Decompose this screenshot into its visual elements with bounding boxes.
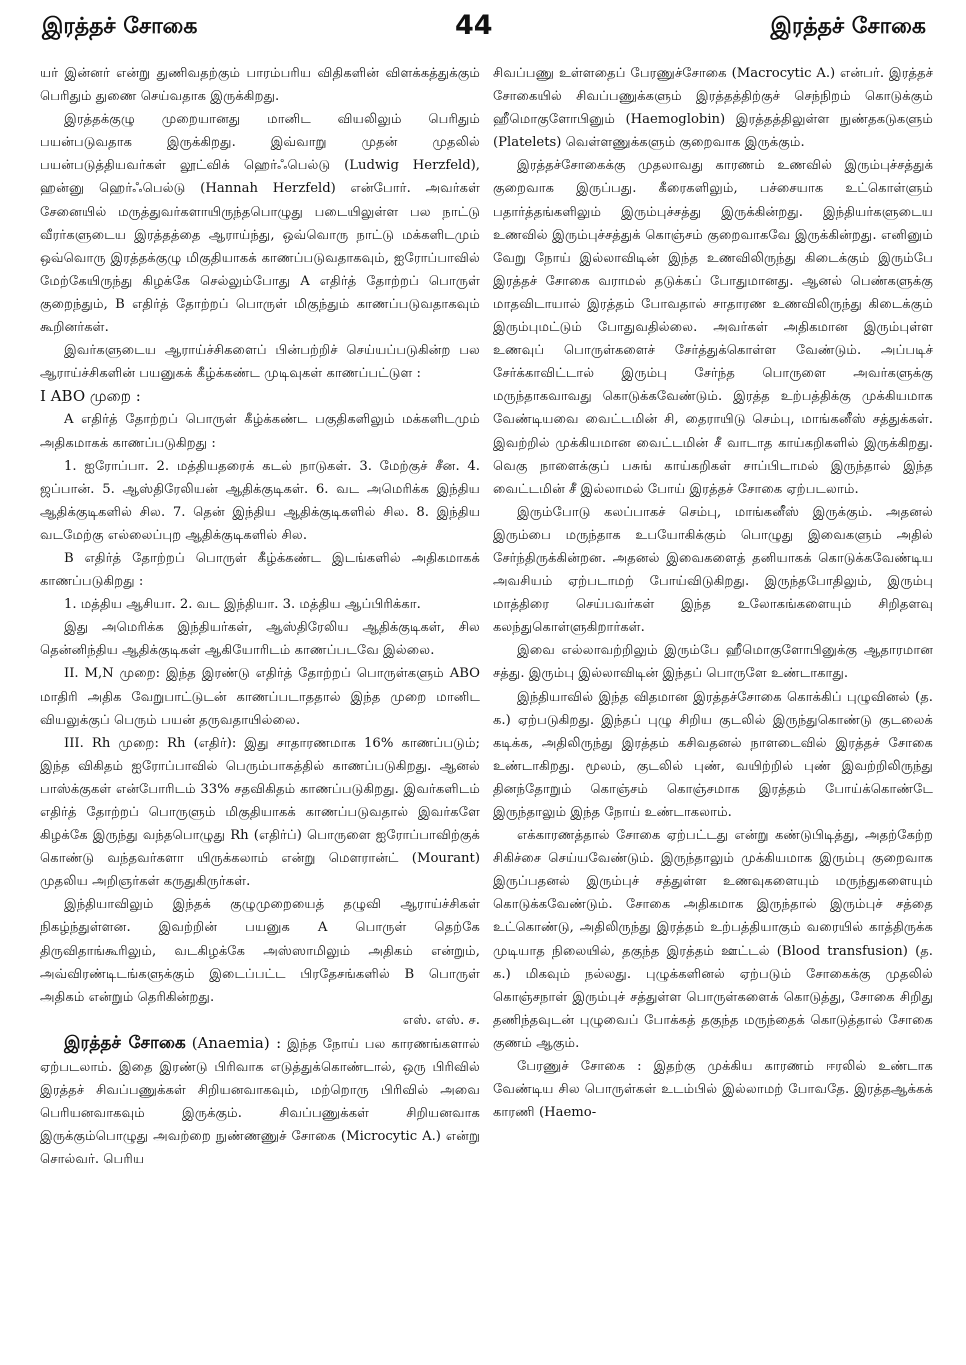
anaemia-english: (Anaemia) : bbox=[191, 1033, 282, 1052]
paragraph-hookworm: இந்தியாவில் இந்த விதமான இரத்தச்சோகை கொக்கிப் புழுவினல் (த. க.) ஏற்படுகிறது. இந்தப் புழு சிறிய குடலில் இருந்துகொண்டு குடலைக் கடிக்க, அதிலிருந்து இரத்தம் கசிவதனல் நாளடைவில் இரத்தச் சோகை உண்டாகிறது. மூலம், குடலில் புண், வயிற்றில் புண் இவற்றிலிருந்து தினந்தோறும் கொஞ்சம் கொஞ்சமாக இரத்தம் போய்க்கொண்டே இருந்தாலும் இந்த நோய் உண்டாகலாம். bbox=[493, 689, 933, 820]
abo-a-intro: A எதிர்த் தோற்றப் பொருள் கீழ்க்கண்ட பகுதிகளிலும் மக்களிடமும் அதிகமாகக் காணப்படுகிறது : bbox=[40, 412, 480, 451]
abo-a-list: 1. ஐரோப்பா. 2. மத்தியதரைக் கடல் நாடுகள். 3. மேற்குச் சீன. 4. ஜப்பான். 5. ஆஸ்திரேலியன் ஆதிக்குடிகள். 6. வட அமெரிக்க இந்திய ஆதிக்குடிகளில் சில. 7. தென் இந்திய ஆதிக்குடிகளில் சில. 8. இந்திய வடமேற்கு எல்லைப்புற ஆதிக்குடிகளில் சில. bbox=[40, 458, 480, 543]
paragraph-anthropology: இரத்தக்குழு முறையானது மானிட வியலிலும் பெரிதும் பயன்படுவதாக இருக்கிறது. இவ்வாறு முதன் முதலில் பயன்படுத்தியவர்கள் லூட்விக் ஹெர்ஃபெல்டு (Ludwig Herzfeld), ஹன்னு ஹெர்ஃபெல்டு (Hannah Herzfeld) என்போர். அவர்கள் சேனையில் மருத்துவர்களாயிருந்தபொழுது படையிலுள்ள பல நாட்டு வீரர்களுடைய இரத்தத்தை ஆராய்ந்து, ஒவ்வொரு நாட்டு மக்களிடமும் ஒவ்வொரு இரத்தக்குழு மிகுதியாகக் காணப்படுவதாகவும், ஐரோப்பாவில் மேற்கேயிருந்து கிழக்கே செல்லும்போது A எதிர்த் தோற்றப் பொருள் குறைந்தும், B எதிர்த் தோற்றப் பொருள் மிகுந்தும் காணப்படுவதாகவும் கூறினர்கள். bbox=[40, 112, 480, 336]
paragraph-continuation: யர் இன்னர் என்று துணிவதற்கும் பாரம்பரிய விதிகளின் விளக்கத்துக்கும் பெரிதும் துணை செய்வதாக இருக்கிறது. bbox=[40, 66, 480, 105]
paragraph-research: இவர்களுடைய ஆராய்ச்சிகளைப் பின்பற்றிச் செய்யப்படுகின்ற பல ஆராய்ச்சிகளின் பயனுகக் கீழ்க்கண்ட முடிவுகள் காணப்பட்டுள : bbox=[40, 343, 480, 382]
paragraph-pernicious: பேரணுச் சோகை : இதற்கு முக்கிய காரணம் ஈரலில் உண்டாக வேண்டிய சில பொருள்கள் உடம்பில் இல்லாமற் போவதே. இரத்தஆக்கக் காரணி (Haemo- bbox=[493, 1059, 933, 1121]
left-column bbox=[40, 62, 480, 1352]
anaemia-heading: இரத்தச் சோகை bbox=[64, 1032, 186, 1053]
running-title-right: இரத்தச் சோகை bbox=[770, 14, 926, 39]
anaemia-body: இந்த நோய் பல காரணங்களால் ஏற்படலாம். இதை இரண்டு பிரிவாக எடுத்துக்கொண்டால், ஒரு பிரிவில் இரத்தச் சிவப்பணுக்கள் சிறியனவாகவும், மற்றொரு பிரிவில் அவை பெரியனவாகவும் இருக்கும். சிவப்பணுக்கள் சிறியனவாக இருக்கும்பொழுது அவற்றை நுண்ணணுச் சோகை (Microcytic A.) என்று சொல்வர். பெரிய bbox=[40, 1036, 480, 1168]
page-number: 44 bbox=[455, 10, 493, 41]
paragraph-iron-cause: இரத்தச்சோகைக்கு முதலாவது காரணம் உணவில் இரும்புச்சத்துக் குறைவாக இருப்பது. கீரைகளிலும், பச்சையாக உட்கொள்ளும் பதார்த்தங்களிலும் இரும்புச்சத்து இருக்கின்றது. இந்தியர்களுடைய உணவில் இரும்புச்சத்துக் கொஞ்சம் குறைவாகவே இருக்கின்றது. எனினும் வேறு நோய் இல்லாவிடின் இந்த உணவிலிருந்து கிடைக்கும் இரும்பே இரத்தச் சோகை வராமல் தடுக்கப் போதுமானது. ஆனல் பெண்களுக்கு மாதவிடாயால் இரத்தம் போவதால் சாதாரண உணவிலிருந்து கிடைக்கும் இரும்புமட்டும் போதுவதில்லை. அவர்கள் அதிகமான இரும்புள்ள உணவுப் பொருள்களைச் சேர்த்துக்கொள்ள வேண்டும். அப்படிச் சேர்க்காவிட்டால் இரும்பு சேர்ந்த பொருளை அவர்களுக்கு மருந்தாகவாவது கொடுக்கவேண்டும். இரத்த உற்பத்திக்கு முக்கியமாக வேண்டியவை வைட்டமின் சி, தைராயிடு செம்பு, மாங்கனீஸ் சத்துக்கள். இவற்றில் முக்கியமான வைட்டமின் சீ வாடாத காய்கறிகளில் இருக்கிறது. வெகு நாளைக்குப் பசுங் காய்கறிகள் சாப்பிடாமல் இருந்தால் இந்த வைட்டமின் சீ இல்லாமல் போய் இரத்தச் சோகை ஏற்படலாம். bbox=[493, 158, 933, 497]
abo-b-intro: B எதிர்த் தோற்றப் பொருள் கீழ்க்கண்ட இடங்களில் அதிகமாகக் காணப்படுகிறது : bbox=[40, 550, 480, 590]
paragraph-treatment: எக்காரணத்தால் சோகை ஏற்பட்டது என்று கண்டுபிடித்து, அதற்கேற்ற சிகிச்சை செய்யவேண்டும். இருந்தாலும் முக்கியமாக இரும்பு குறைவாக இருப்பதனல் இரும்புச் சத்துள்ள உணவுகளையும் மருந்துகளையும் கொடுக்கவேண்டும். சோகை அதிகமாக இருந்தால் இரும்புச் சத்தை உட்கொண்டு, அதிலிருந்து இரத்தம் உற்பத்தியாகும் வரையில் காத்திருக்க முடியாத நிலையில், தகுந்த இரத்தம் ஊட்டல் (Blood transfusion) (த. க.) மிகவும் நல்லது. புழுக்களினல் ஏற்படும் சோகைக்கு முதலில் கொஞ்சநாள் இரும்புச் சத்துள்ள பொருள்களைக் கொடுத்து, சோகை சிறிது தணிந்தவுடன் புழுவைப் போக்கத் தகுந்த மருந்தைக் கொடுத்தால் சோகை குணம் ஆகும். bbox=[493, 828, 933, 1051]
anaemia-entry bbox=[40, 1032, 480, 1172]
running-title-left: இரத்தச் சோகை bbox=[42, 14, 198, 39]
rh-section: III. Rh முறை: Rh (எதிர்): இது சாதாரணமாக 16% காணப்படும்; இந்த விகிதம் ஐரோப்பாவில் பெரும்பாகத்தில் காணப்படுகிறது. ஆனல் பாஸ்க்குகள் என்போரிடம் 33% சதவிகிதம் காணப்படுகிறது. இவர்களிடம் எதிர்த் தோற்றப் பொருளும் மிகுதியாகக் காணப்படுவதால் இவர்களே கிழக்கே இருந்து வந்தபொழுது Rh (எதிர்ப்) பொருளை ஐரோப்பாவிற்குக் கொண்டு வந்தவர்களா யிருக்கலாம் என்று மௌரான்ட் (Mourant) முதலிய அறிஞர்கள் கருதுகிருர்கள். bbox=[40, 735, 480, 890]
author-signature: எஸ். எஸ். ச. bbox=[402, 1012, 480, 1028]
right-column bbox=[493, 62, 933, 1352]
page-header bbox=[0, 0, 966, 56]
paragraph-india: இந்தியாவிலும் இந்தக் குழுமுறையைத் தழுவி ஆராய்ச்சிகள் நிகழ்ந்துள்ளன. இவற்றின் பயனுக A பொருள் தெற்கே திருவிதாங்கூரிலும், வடகிழக்கே அஸ்ஸாமிலும் அதிகம் என்றும், அவ்விரண்டிடங்களுக்கும் இடைப்பட்ட பிரதேசங்களில் B பொருள் அதிகம் என்றும் தெரிகின்றது. bbox=[40, 897, 480, 1005]
abo-note: இது அமெரிக்க இந்தியர்கள், ஆஸ்திரேலிய ஆதிக்குடிகள், சில தென்னிந்திய ஆதிக்குடிகள் ஆகியோரிடம் காணப்படவே இல்லை. bbox=[40, 620, 480, 659]
abo-b-list: 1. மத்திய ஆசியா. 2. வட இந்தியா. 3. மத்திய ஆப்பிரிக்கா. bbox=[64, 597, 421, 613]
abo-section-title: I ABO முறை : bbox=[40, 387, 141, 406]
mn-section: II. M,N முறை: இந்த இரண்டு எதிர்த் தோற்றப் பொருள்களும் ABO மாதிரி அதிக வேறுபாட்டுடன் காணப்படாததால் இந்த முறை மானிட வியலுக்குப் பெரும் பயன் தருவதாயில்லை. bbox=[40, 666, 480, 728]
paragraph-macrocytic: சிவப்பணு உள்ளதைப் பேரணுச்சோகை (Macrocytic A.) என்பர். இரத்தச் சோகையில் சிவப்பணுக்களும் இரத்தத்திற்குச் செந்நிறம் கொடுக்கும் ஹீமொகுளோபினும் (Haemoglobin) இரத்தத்திலுள்ள நுண்தகடுகளும் (Platelets) வெள்ளணுக்களும் குறைவாக இருக்கும். bbox=[493, 66, 933, 151]
paragraph-copper-manganese: இரும்போடு கலப்பாகச் செம்பு, மாங்கனீஸ் இருக்கும். அதனல் இரும்பை மருந்தாக உபயோகிக்கும் பொழுது இவைகளும் அதில் சேர்ந்திருக்கின்றன. அதனல் இவைகளைத் தனியாகக் கொடுக்கவேண்டிய அவசியம் ஏற்படாமற் போய்விடுகிறது. இருந்தபோதிலும், இரும்பு மாத்திரை செய்பவர்கள் இந்த உலோகங்களையும் சிறிதளவு கலந்துகொள்ளுகிறார்கள். bbox=[493, 504, 933, 636]
paragraph-haemoglobin: இவை எல்லாவற்றிலும் இரும்பே ஹீமொகுளோபினுக்கு ஆதாரமான சத்து. இரும்பு இல்லாவிடின் இந்தப் பொருளே உண்டாகாது. bbox=[493, 643, 933, 682]
